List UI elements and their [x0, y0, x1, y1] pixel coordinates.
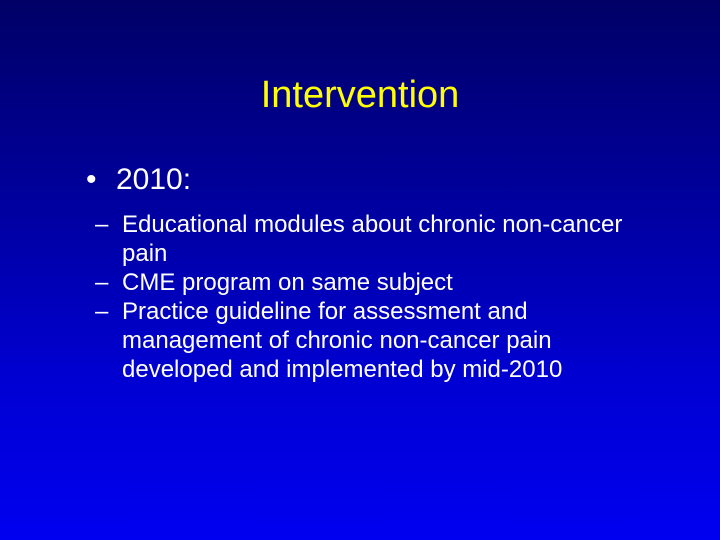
- sub-bullet-item: [95, 268, 702, 297]
- sub-bullet-item: [95, 210, 702, 268]
- bullet-marker: •: [86, 163, 97, 196]
- sub-bullet-text: Educational modules about chronic non-cancer pain: [122, 211, 623, 267]
- dash-marker: –: [95, 269, 109, 296]
- dash-marker: –: [95, 298, 109, 325]
- sub-bullet-text: Practice guideline for assessment and management of chronic non-cancer pain developed and implemented by mid-2010: [122, 298, 563, 383]
- sub-bullet-text: CME program on same subject: [122, 269, 453, 296]
- slide-title: Intervention: [260, 74, 460, 116]
- sub-bullet-list: [95, 210, 702, 384]
- sub-bullet-item: [95, 297, 702, 384]
- bullet-text: 2010:: [116, 163, 192, 196]
- dash-marker: –: [95, 211, 109, 238]
